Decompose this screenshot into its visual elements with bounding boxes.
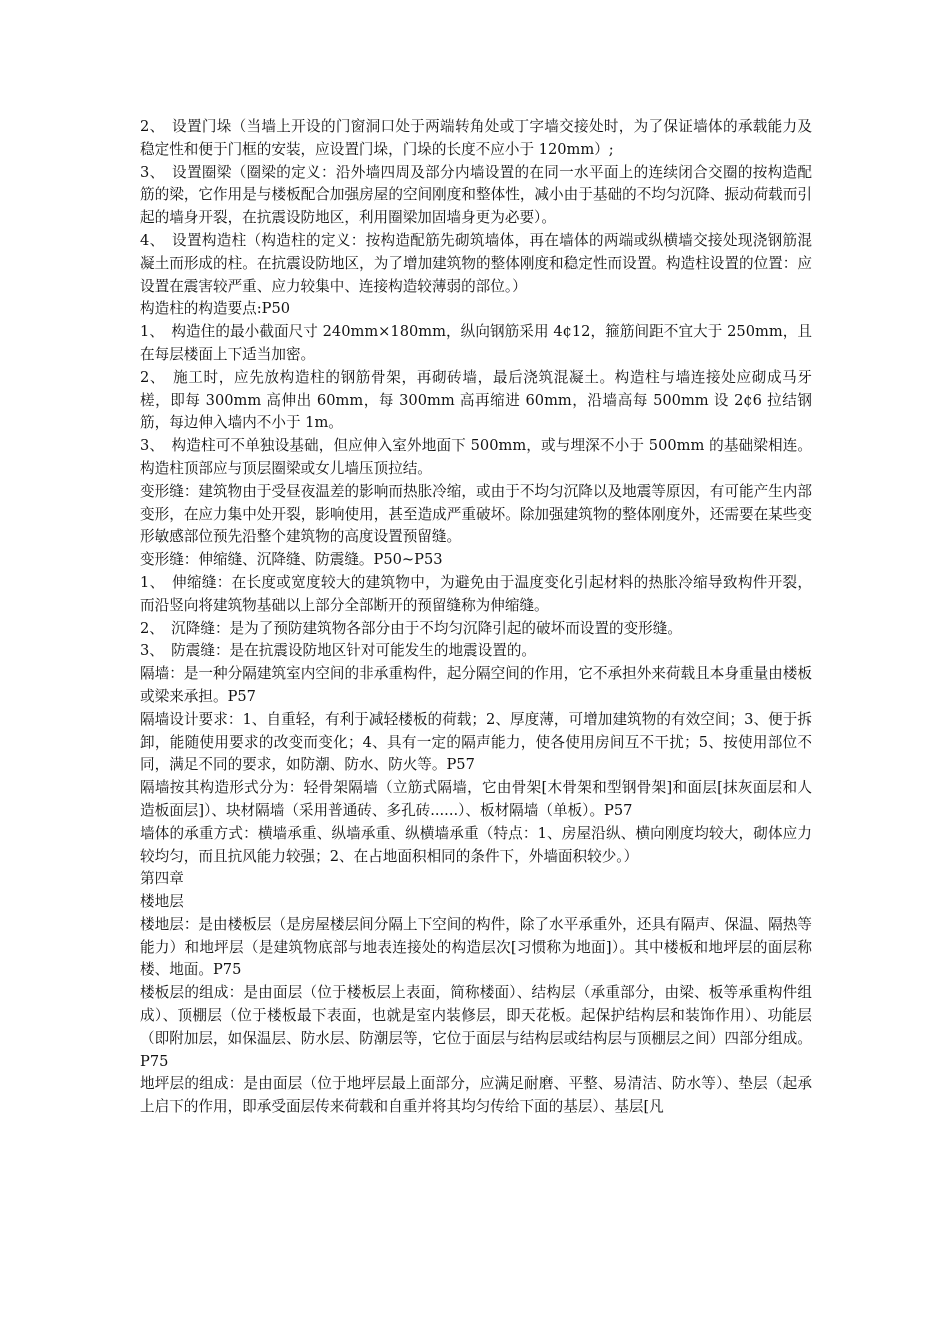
paragraph-ring-beam: 3、 设置圈梁（圈梁的定义：沿外墙四周及部分内墙设置的在同一水平面上的连续闭合交圈的按构造配筋的梁，它作用是与楼板配合加强房屋的空间刚度和整体性，减小由于基础的不均匀沉降、振动荷载而引起的墙身开裂，在抗震设防地区，利用圈梁加固墙身更为必要）。 [140, 163, 812, 227]
paragraph-partition-design-requirements: 隔墙设计要求：1、自重轻，有利于减轻楼板的荷载；2、厚度薄，可增加建筑物的有效空间；3、便于拆卸，能随使用要求的改变而变化；4、具有一定的隔声能力，使各使用房间互不干扰；5、按使用部位不同，满足不同的要求，如防潮、防水、防火等。P57 [140, 710, 812, 774]
paragraph-column-point-2: 2、 施工时，应先放构造柱的钢筋骨架，再砌砖墙，最后浇筑混凝土。构造柱与墙连接处应砌成马牙槎，即每 300mm 高伸出 60mm，每 300mm 高再缩进 60mm，沿墙高每 500mm 设 2¢6 拉结钢筋，每边伸入墙内不小于 1m。 [140, 368, 812, 432]
paragraph-floor-layer-definition: 楼地层：是由楼板层（是房屋楼层间分隔上下空间的构件，除了水平承重外，还具有隔声、保温、隔热等能力）和地坪层（是建筑物底部与地表连接处的构造层次[习惯称为地面]）。其中楼板和地坪层的面层称楼、地面。P75 [140, 915, 812, 979]
paragraph-deformation-joint-types: 变形缝：伸缩缝、沉降缝、防震缝。P50~P53 [140, 551, 443, 569]
paragraph-floor-slab-composition: 楼板层的组成：是由面层（位于楼板层上表面，简称楼面）、结构层（承重部分，由梁、板等承重构件组成）、顶棚层（位于楼板最下表面，也就是室内装修层，即天花板。起保护结构层和装饰作用）、功能层（即附加层，如保温层、防水层、防潮层等，它位于面层与结构层或结构层与顶棚层之间）四部分组成。P75 [140, 984, 812, 1070]
paragraph-ground-floor-composition: 地坪层的组成：是由面层（位于地坪层最上面部分，应满足耐磨、平整、易清洁、防水等）、垫层（起承上启下的作用，即承受面层传来荷载和自重并将其均匀传给下面的基层）、基层[凡 [140, 1075, 812, 1116]
paragraph-partition-construction-types: 隔墙按其构造形式分为：轻骨架隔墙（立筋式隔墙，它由骨架[木骨架和型钢骨架]和面层[抹灰面层和人造板面层]）、块材隔墙（采用普通砖、多孔砖......）、板材隔墙（单板）。P57 [140, 779, 812, 819]
paragraph-column-point-1: 1、 构造住的最小截面尺寸 240mm×180mm，纵向钢筋采用 4¢12，箍筋间距不宜大于 250mm，且在每层楼面上下适当加密。 [140, 323, 812, 363]
paragraph-partition-wall-definition: 隔墙：是一种分隔建筑室内空间的非承重构件，起分隔空间的作用，它不承担外来荷载且本身重量由楼板或梁来承担。P57 [140, 665, 812, 705]
paragraph-column-key-points-heading: 构造柱的构造要点:P50 [140, 300, 291, 318]
paragraph-structural-column: 4、 设置构造柱（构造柱的定义：按构造配筋先砌筑墙体，再在墙体的两端或纵横墙交接处现浇钢筋混凝土而形成的柱。在抗震设防地区，为了增加建筑物的整体刚度和稳定性而设置。构造柱设置的位置：应设置在震害较严重、应力较集中、连接构造较薄弱的部位。） [140, 231, 812, 295]
paragraph-seismic-joint: 3、 防震缝：是在抗震设防地区针对可能发生的地震设置的。 [140, 642, 537, 660]
paragraph-door-jamb: 2、 设置门垛（当墙上开设的门窗洞口处于两端转角处或丁字墙交接处时，为了保证墙体的承载能力及稳定性和便于门框的安装，应设置门垛，门垛的长度不应小于 120mm）; [140, 118, 812, 158]
paragraph-settlement-joint: 2、 沉降缝：是为了预防建筑物各部分由于不均匀沉降引起的破坏而设置的变形缝。 [140, 619, 682, 637]
document-body [140, 116, 812, 1119]
paragraph-deformation-joint-definition: 变形缝：建筑物由于受昼夜温差的影响而热胀冷缩，或由于不均匀沉降以及地震等原因，有可能产生内部变形，在应力集中处开裂，影响使用，甚至造成严重破坏。除加强建筑物的整体刚度外，还需要在某些变形敏感部位预先沿整个建筑物的高度设置预留缝。 [140, 482, 812, 546]
paragraph-expansion-joint: 1、 伸缩缝：在长度或宽度较大的建筑物中，为避免由于温度变化引起材料的热胀冷缩导致构件开裂，而沿竖向将建筑物基础以上部分全部断开的预留缝称为伸缩缝。 [140, 573, 812, 614]
section-heading: 楼地层 [140, 893, 184, 911]
chapter-heading: 第四章 [140, 870, 184, 888]
paragraph-wall-bearing-methods: 墙体的承重方式：横墙承重、纵墙承重、纵横墙承重（特点：1、房屋沿纵、横向刚度均较大，砌体应力较均匀，而且抗风能力较强；2、在占地面积相同的条件下，外墙面积较少。） [140, 824, 812, 865]
paragraph-column-point-3: 3、 构造柱可不单独设基础，但应伸入室外地面下 500mm，或与埋深不小于 500mm 的基础梁相连。构造柱顶部应与顶层圈梁或女儿墙压顶拉结。 [140, 437, 812, 477]
